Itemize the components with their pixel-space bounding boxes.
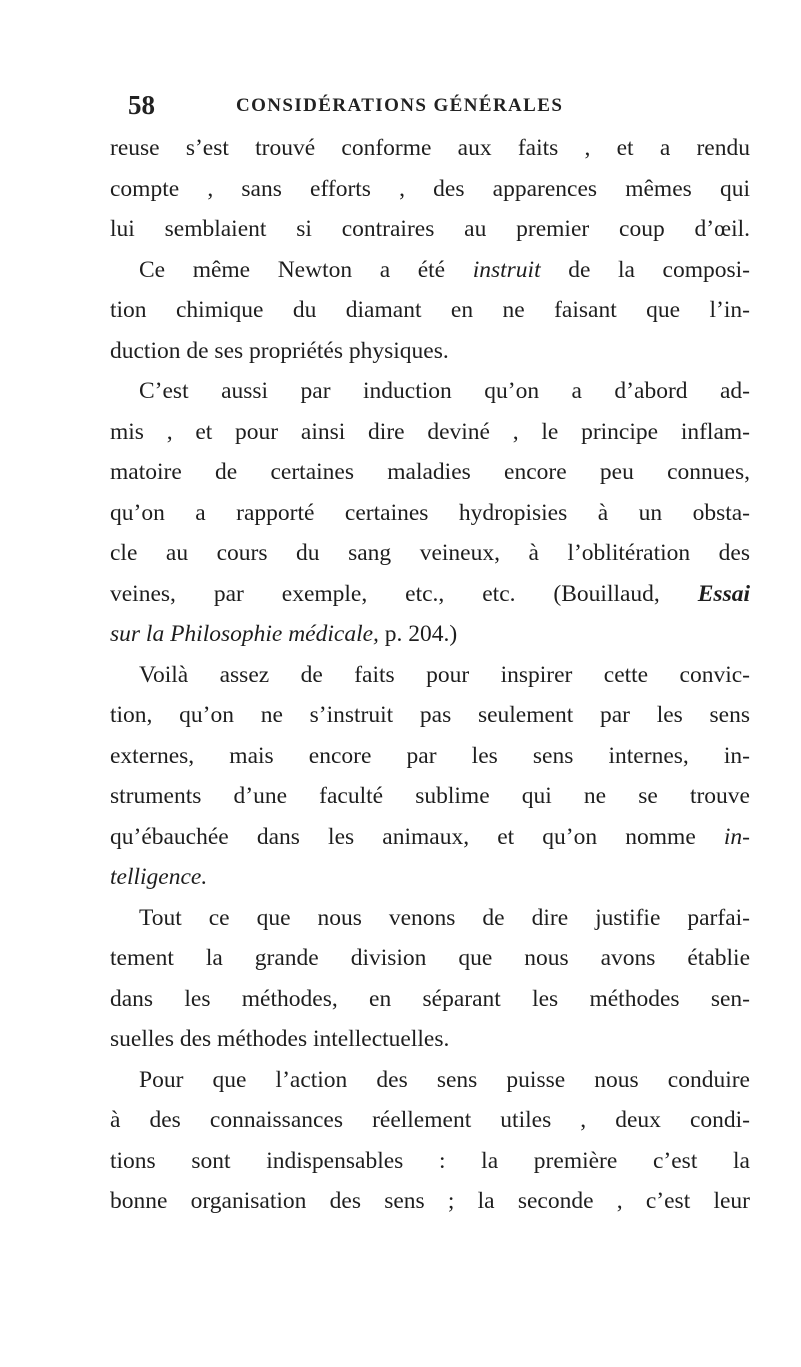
text-line: tion, qu’on ne s’instruit pas seulement par les sens [110, 702, 750, 728]
text-line: compte , sans efforts , des apparences mêmes qui [110, 175, 750, 202]
italic-term: in- [723, 823, 750, 850]
text-line: C’est aussi par induction qu’on a d’abord ad- [139, 378, 750, 404]
text-line: cle au cours du sang veineux, à l’oblitération des [110, 540, 750, 566]
text-line: struments d’une faculté sublime qui ne se trouve [110, 783, 750, 809]
italic-title: sur la Philosophie médicale, [110, 621, 379, 647]
text-line: tion chimique du diamant en ne faisant que l’in- [110, 297, 750, 323]
text-line: Voilà assez de faits pour inspirer cette convic- [139, 661, 750, 688]
text-line [110, 614, 750, 655]
text-line [110, 250, 750, 291]
text-line: à des connaissances réellement utiles , deux condi- [110, 1107, 750, 1133]
page-header [128, 90, 728, 130]
text-line [110, 574, 750, 615]
text-line: bonne organisation des sens ; la seconde , c’est leur [110, 1188, 750, 1214]
text-line [110, 817, 750, 858]
text-line: mis , et pour ainsi dire deviné , le principe inflam- [110, 418, 750, 445]
italic-title: Essai [697, 580, 750, 607]
text-line: suelles des méthodes intellectuelles. [110, 1026, 450, 1052]
text-line: externes, mais encore par les sens internes, in- [110, 742, 750, 769]
text-line: lui semblaient si contraires au premier coup d’œil. [110, 216, 750, 242]
text-line: reuse s’est trouvé conforme aux faits , et a rendu [110, 135, 750, 161]
text-segment: veines, par exemple, etc., etc. (Bouillaud, [110, 580, 698, 607]
page-number: 58 [128, 90, 155, 120]
text-line: Tout ce que nous venons de dire justifie parfai- [139, 904, 750, 931]
italic-term: instruit [472, 256, 541, 283]
text-line: duction de ses propriétés physiques. [110, 337, 449, 364]
text-line: Pour que l’action des sens puisse nous conduire [139, 1066, 750, 1093]
body-text [110, 128, 750, 1222]
italic-term: telligence. [110, 864, 208, 890]
text-line [110, 857, 750, 898]
running-head: CONSIDÉRATIONS GÉNÉRALES [236, 95, 564, 116]
text-line: tions sont indispensables : la première c’est la [110, 1147, 750, 1174]
text-line: dans les méthodes, en séparant les méthodes sen- [110, 985, 750, 1012]
text-segment: Ce même Newton a été [139, 256, 473, 283]
text-line: matoire de certaines maladies encore peu connues, [110, 459, 750, 485]
text-line: qu’on a rapporté certaines hydropisies à un obsta- [110, 499, 750, 526]
text-segment: de la composi- [540, 256, 750, 283]
text-segment: qu’ébauchée dans les animaux, et qu’on nomme [110, 823, 724, 850]
text-line: tement la grande division que nous avons établie [110, 945, 750, 971]
text-segment: p. 204.) [378, 621, 458, 647]
